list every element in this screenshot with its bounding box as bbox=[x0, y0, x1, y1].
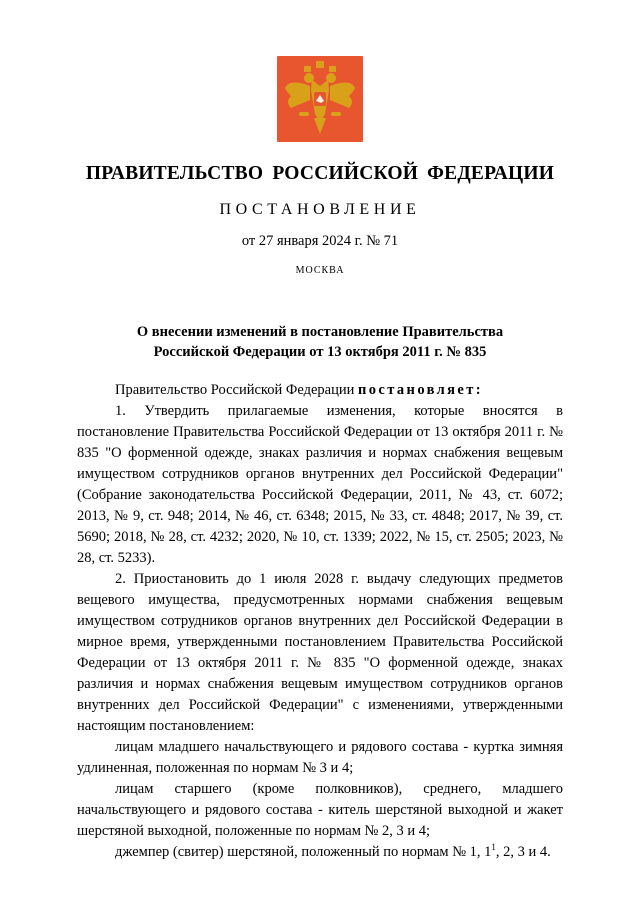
russian-coat-of-arms-icon bbox=[277, 56, 363, 142]
government-title: ПРАВИТЕЛЬСТВО РОССИЙСКОЙ ФЕДЕРАЦИИ bbox=[85, 163, 555, 184]
document-date-number: от 27 января 2024 г. № 71 bbox=[241, 233, 399, 249]
document-body bbox=[77, 380, 563, 863]
document-subject bbox=[120, 322, 520, 362]
intro-paragraph bbox=[77, 380, 563, 401]
paragraph-3: лицам младшего начальствующего и рядового состава - куртка зимняя удлиненная, положенная по нормам № 3 и 4; bbox=[77, 739, 563, 776]
intro-prefix: Правительство Российской Федерации bbox=[115, 382, 358, 398]
document-city: МОСКВА bbox=[295, 265, 345, 276]
superscript-index: 1 bbox=[491, 842, 496, 853]
decree-verb: постановляет: bbox=[357, 382, 484, 398]
paragraph-5-text: джемпер (свитер) шерстяной, положенный по нормам № 1, 1 bbox=[115, 844, 492, 860]
subject-line-1: О внесении изменений в постановление Правительства bbox=[136, 324, 504, 340]
subject-line-2: Российской Федерации от 13 октября 2011 г. № 835 bbox=[153, 344, 487, 360]
document-type: ПОСТАНОВЛЕНИЕ bbox=[219, 201, 421, 218]
paragraph-2: 2. Приостановить до 1 июля 2028 г. выдачу следующих предметов вещевого имущества, предусмотренных нормами снабжения вещевым имуществом сотрудников органов внутренних дел Российской Федерации в мирное время, утвержденными постановлением Правительства Российской Федерации от 13 октября 2011 г. № 835 "О форменной одежде, знаках различия и нормах снабжения вещевым имуществом сотрудников органов внутренних дел Российской Федерации" с изменениями, утвержденными настоящим постановлением: bbox=[77, 571, 563, 734]
paragraph-5 bbox=[77, 842, 563, 863]
paragraph-1: 1. Утвердить прилагаемые изменения, которые вносятся в постановление Правительства Российской Федерации от 13 октября 2011 г. № 835 "О форменной одежде, знаках различия и нормах снабжения вещевым имуществом сотрудников органов внутренних дел Российской Федерации" (Собрание законодательства Российской Федерации, 2011, № 43, ст. 6072; 2013, № 9, ст. 948; 2014, № 46, ст. 6348; 2015, № 33, ст. 4848; 2017, № 39, ст. 5690; 2018, № 28, ст. 4232; 2020, № 10, ст. 1339; 2022, № 15, ст. 2505; 2023, № 28, ст. 5233). bbox=[77, 403, 563, 566]
paragraph-4: лицам старшего (кроме полковников), среднего, младшего начальствующего и рядового состава - китель шерстяной выходной и жакет шерстяной выходной, положенные по нормам № 2, 3 и 4; bbox=[77, 781, 563, 839]
paragraph-5-end: , 2, 3 и 4. bbox=[495, 844, 551, 860]
